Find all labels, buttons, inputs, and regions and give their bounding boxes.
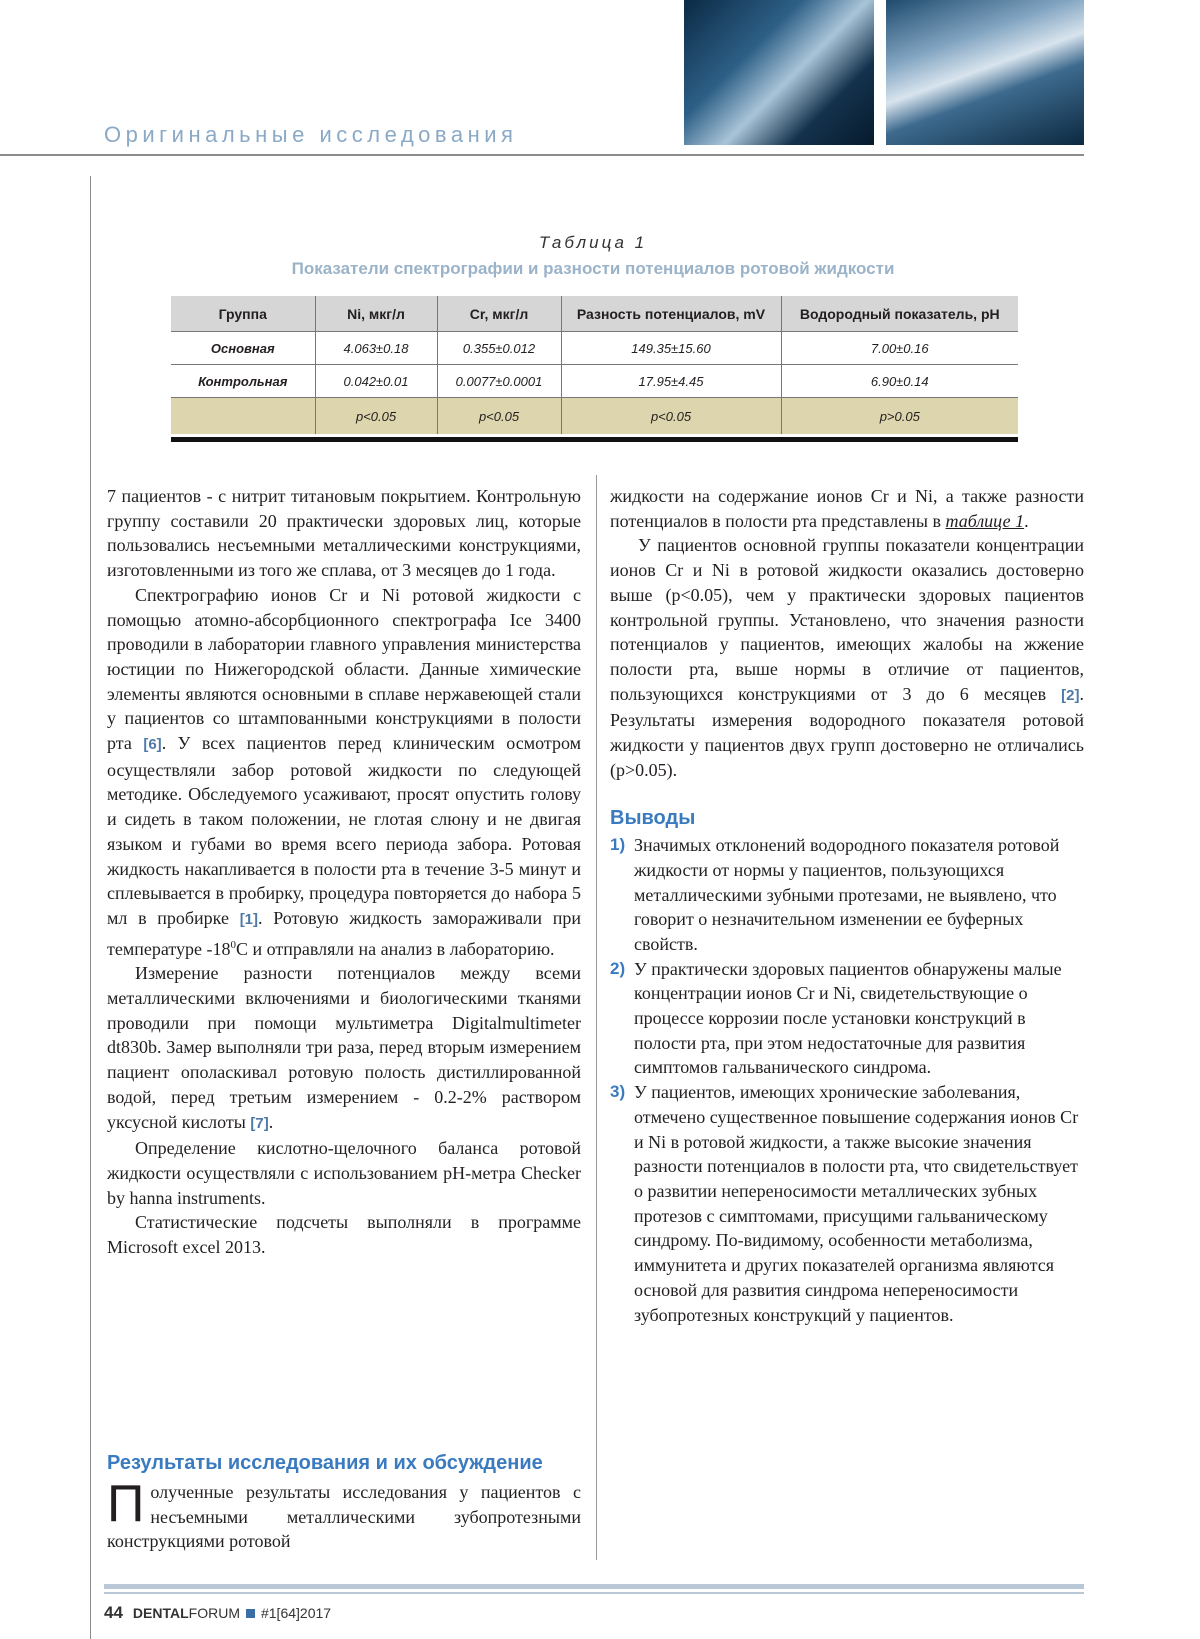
data-table: [171, 296, 1018, 434]
list-item: [610, 957, 1084, 1081]
table-cell: 0.355±0.012: [437, 332, 561, 365]
paragraph: [107, 961, 581, 1136]
table-cell: 149.35±15.60: [561, 332, 781, 365]
list-item-text: У практически здоровых пациентов обнаружены малые концентрации ионов Cr и Ni, свидетельствующие о процессе коррозии после установки конструкций в полости рта, при этом недостаточные для развития симптомов гальванического синдрома.: [634, 958, 1062, 1078]
paragraph: [610, 484, 1084, 533]
list-number: 1): [610, 835, 626, 855]
paragraph-text: Измерение разности потенциалов между всеми металлическими включениями и биологическими тканями проводили при помощи мультиметра Digitalmultimeter dt830b. Замер выполняли три раза, перед вторым измерением пациент ополаскивал ротовую полость дистиллированной водой, перед третьим измерением - 0.2-2% раствором уксусной кислоты: [107, 963, 581, 1132]
table-row: [171, 365, 1018, 398]
table-cell: p<0.05: [315, 398, 437, 435]
paragraph: Определение кислотно-щелочного баланса ротовой жидкости осуществляли с использованием pH-метра Checker by hanna instruments.: [107, 1138, 581, 1208]
journal-brand: FORUM: [188, 1605, 240, 1621]
table-row: [171, 332, 1018, 365]
table-cell: 7.00±0.16: [781, 332, 1018, 365]
right-column: [610, 484, 1084, 1327]
list-number: 3): [610, 1082, 626, 1102]
table-header-cell: Ni, мкг/л: [315, 296, 437, 332]
table-header-cell: Cr, мкг/л: [437, 296, 561, 332]
list-number: 2): [610, 958, 626, 978]
paragraph: Статистические подсчеты выполняли в программе Microsoft excel 2013.: [107, 1212, 581, 1258]
table-header-cell: Водородный показатель, pH: [781, 296, 1018, 332]
header-rule: [0, 154, 1084, 156]
table-header-cell: Разность потенциалов, mV: [561, 296, 781, 332]
issue-number: #1[64]2017: [260, 1605, 332, 1621]
results-intro: [107, 1475, 581, 1554]
table-row-pvalue: [171, 398, 1018, 435]
citation-link[interactable]: [1]: [239, 910, 259, 928]
paragraph-text: . Результаты измерения водородного показателя ротовой жидкости у пациентов двух групп достоверно не отличались (p>0.05).: [610, 683, 1084, 780]
table-cell: 0.042±0.01: [315, 365, 437, 398]
paragraph-text: олученные результаты исследования у пациентов с несъемными металлическими зубопротезными конструкциями ротовой: [107, 1482, 581, 1552]
table-number: Таблица 1: [538, 233, 648, 252]
citation-link[interactable]: [7]: [250, 1114, 269, 1132]
paragraph: 7 пациентов - с нитрит титановым покрытием. Контрольную группу составили 20 практически здоровых лиц, которые пользовались несъемными металлическими конструкциями, изготовленными из того же сплава, от 3 месяцев до 1 года.: [107, 486, 581, 581]
left-column: [107, 484, 581, 1260]
table-cell: p<0.05: [561, 398, 781, 435]
paragraph-text: .: [1024, 510, 1029, 531]
list-item-text: У пациентов, имеющих хронические заболевания, отмечено существенное повышение содержания ионов Cr и Ni в ротовой жидкости, а также высокие значения разности потенциалов в полости рта, что свидетельствует о развитии непереносимости металлических зубных протезов с симптомами, присущими гальваническому синдрому. По-видимому, особенности метаболизма, иммунитета и других показателей организма являются основой для развития синдрома непереносимости зубопротезных конструкций у пациентов.: [634, 1082, 1079, 1325]
page-number: 44: [104, 1603, 123, 1622]
paragraph: [107, 583, 581, 962]
drop-cap: П: [107, 1475, 145, 1533]
paragraph: [610, 533, 1084, 782]
list-item: [610, 833, 1084, 957]
footer: [104, 1603, 331, 1623]
list-item: [610, 1080, 1084, 1327]
citation-link[interactable]: [2]: [1061, 686, 1080, 704]
table-cell-group: Контрольная: [171, 365, 315, 398]
journal-brand-bold: DENTAL: [132, 1605, 189, 1621]
footer-rule: [104, 1592, 1084, 1594]
table-cell: 4.063±0.18: [315, 332, 437, 365]
left-margin-rule: [90, 176, 91, 1639]
table-link[interactable]: таблице 1: [945, 510, 1025, 531]
citation-link[interactable]: [6]: [143, 736, 162, 754]
square-icon: [246, 1609, 255, 1618]
paragraph-text: . Ротовую жидкость замораживали при температуре -18: [107, 907, 582, 959]
table-cell: 0.0077±0.0001: [437, 365, 561, 398]
conclusions-list: [610, 833, 1084, 1327]
table-header-cell: Группа: [171, 296, 315, 332]
table-cell-group: [171, 398, 315, 435]
table-cell: 6.90±0.14: [781, 365, 1018, 398]
paragraph-text: У пациентов основной группы показатели концентрации ионов Cr и Ni в ротовой жидкости оказались достоверно выше (p<0.05), чем у практически здоровых пациентов контрольной группы. Установлено, что значения разности потенциалов у пациентов, имеющих жалобы на жжение полости рта, выше нормы в отличие от пациентов, пользующихся конструкциями от 3 до 6 месяцев: [610, 535, 1084, 704]
paragraph-text: жидкости на содержание ионов Cr и Ni, а также разности потенциалов в полости рта представлены в: [610, 486, 1084, 531]
results-heading: Результаты исследования и их обсуждение: [107, 1452, 543, 1474]
paragraph-text: .: [268, 1111, 274, 1132]
paragraph-text: Спектрографию ионов Cr и Ni ротовой жидкости с помощью атомно-абсорбционного спектрографа Ice 3400 проводили в лаборатории главного управления министерства юстиции по Нижегородской области. Данные химические элементы являются основными в сплаве нержавеющей стали у пациентов со штампованными конструкциями в полости рта: [107, 584, 581, 754]
table-cell: 17.95±4.45: [561, 365, 781, 398]
superscript: 0: [230, 938, 237, 951]
conclusions-heading: Выводы: [610, 807, 696, 830]
footer-rule: [104, 1584, 1084, 1589]
table-cell: p<0.05: [437, 398, 561, 435]
header-photo-right: [886, 0, 1084, 145]
paragraph-text: С и отправляли на анализ в лабораторию.: [236, 938, 555, 959]
list-item-text: Значимых отклонений водородного показателя ротовой жидкости от нормы у пациентов, пользующихся металлическими зубными протезами, не выявлено, что говорит о незначительном изменении ее буферных свойств.: [634, 835, 1060, 954]
column-divider: [596, 475, 597, 1560]
table-header-row: [171, 296, 1018, 332]
table-title: Показатели спектрографии и разности потенциалов ротовой жидкости: [291, 259, 895, 278]
table-cell-group: Основная: [171, 332, 315, 365]
header-photo-left: [684, 0, 874, 145]
paragraph-text: . У всех пациентов перед клиническим осмотром осуществляли забор ротовой жидкости по следующей методике. Обследуемого усаживают, просят опустить голову и сидеть в таком положении, не глотая слюну и не двигая языком и губами во время всего периода забора. Ротовая жидкость накапливается в полости рта в течение 3-5 минут и сплевывается в пробирку, процедура повторяется до набора 5 мл в пробирке: [107, 733, 582, 928]
section-label: Оригинальные исследования: [104, 122, 518, 147]
table-cell: p>0.05: [781, 398, 1018, 435]
table-bottom-rule: [171, 437, 1018, 442]
